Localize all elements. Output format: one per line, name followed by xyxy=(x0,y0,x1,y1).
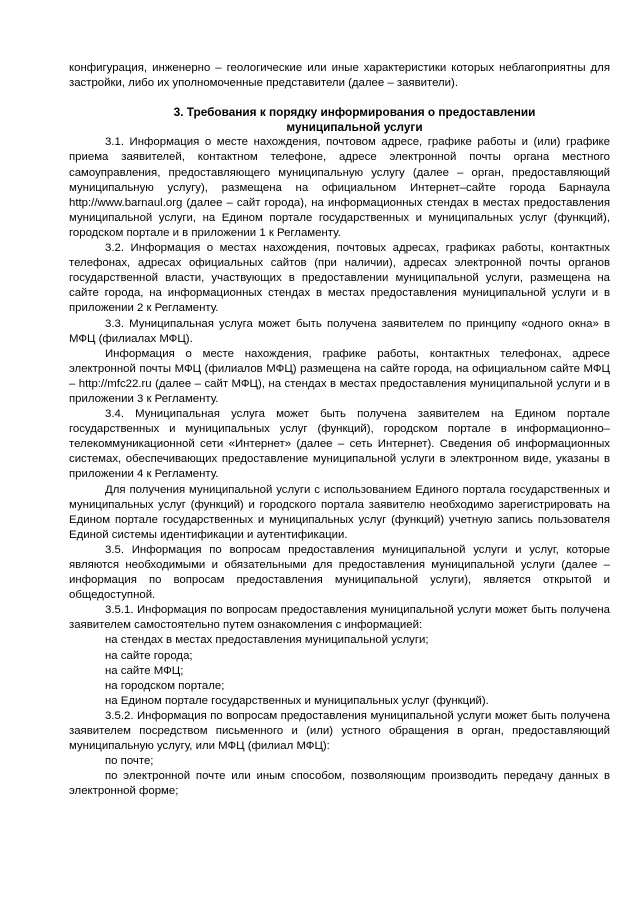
section-heading-line2: муниципальной услуги xyxy=(286,120,423,135)
list-item: по электронной почте или иным способом, позволяющим производить передачу данных в электронной форме; xyxy=(69,770,610,798)
section-heading xyxy=(69,105,610,135)
paragraph-3-3: 3.3. Муниципальная услуга может быть получена заявителем по принципу «одного окна» в МФЦ (филиалах МФЦ). xyxy=(69,317,610,345)
list-item: на сайте города; xyxy=(105,649,193,662)
paragraph-3-5-2: 3.5.2. Информация по вопросам предоставления муниципальной услуги может быть получена заявителем посредством письменного и (или) устного обращения в орган, предоставляющий муниципальную услугу, или МФЦ (филиал МФЦ): xyxy=(69,709,610,753)
paragraph-mfc-info: Информация о месте нахождения, графике работы, контактных телефонах, адресе электронной почты МФЦ (филиалов МФЦ) размещена на сайте города, на официальном сайте МФЦ – http://mfc22.ru (далее – сайт МФЦ), на стендах в местах предоставления муниципальной услуги и в приложении 3 к Регламенту. xyxy=(69,347,610,405)
list-item: по почте; xyxy=(105,755,154,768)
list-item: на стендах в местах предоставления муниципальной услуги; xyxy=(105,634,429,647)
paragraph-portal-registration: Для получения муниципальной услуги с использованием Единого портала государственных и муниципальных услуг (функций) и городского портала заявителю необходимо зарегистрировать на Едином портале государственных и муниципальных услуг (функций) учетную запись пользователя Единой системы идентификации и аутентификации. xyxy=(69,483,610,541)
intro-fragment: конфигурация, инженерно – геологические или иные характеристики которых неблагоприятны для застройки, либо их уполномоченные представители (далее – заявители). xyxy=(69,62,610,90)
section-heading-line1: 3. Требования к порядку информирования о предоставлении xyxy=(173,105,536,120)
list-item: на городском портале; xyxy=(105,679,225,692)
list-item: на Едином портале государственных и муниципальных услуг (функций). xyxy=(105,694,489,707)
paragraph-3-5-1: 3.5.1. Информация по вопросам предоставления муниципальной услуги может быть получена заявителем самостоятельно путем ознакомления с информацией: xyxy=(69,604,610,632)
paragraph-3-4: 3.4. Муниципальная услуга может быть получена заявителем на Едином портале государственных и муниципальных услуг (функций), городском портале в информационно– телекоммуникационной сети «Интернет» (далее – сеть Интернет). Сведения об информационных системах, обеспечивающих предоставление муниципальной услуги в электронном виде, указаны в приложении 4 к Регламенту. xyxy=(69,408,610,481)
paragraph-3-1: 3.1. Информация о месте нахождения, почтовом адресе, графике работы и (или) графике приема заявителей, контактном телефоне, адресе электронной почты органа местного самоуправления, предоставляющего муниципальную услугу (далее – орган, предоставляющий муниципальную услугу), размещена на официальном Интернет–сайте города Барнаула http://www.barnaul.org (далее – сайт города), на информационных стендах в местах предоставления муниципальной услуги, на Едином портале государственных и муниципальных услуг (функций), городском портале и в приложении 1 к Регламенту. xyxy=(69,136,610,239)
paragraph-3-2: 3.2. Информация о местах нахождения, почтовых адресах, графиках работы, контактных телефонах, адресах официальных сайтов (при наличии), адресах электронной почты органов государственной власти, участвующих в предоставлении муниципальной услуги, размещена на сайте города, на информационных стендах в местах предоставления муниципальной услуги и в приложении 2 к Регламенту. xyxy=(69,242,610,315)
document-page xyxy=(69,61,610,800)
list-item: на сайте МФЦ; xyxy=(105,664,184,677)
paragraph-3-5: 3.5. Информация по вопросам предоставления муниципальной услуги и услуг, которые являются необходимыми и обязательными для предоставления муниципальной услуги (далее – информация по вопросам предоставления муниципальной услуги), является открытой и общедоступной. xyxy=(69,543,610,602)
